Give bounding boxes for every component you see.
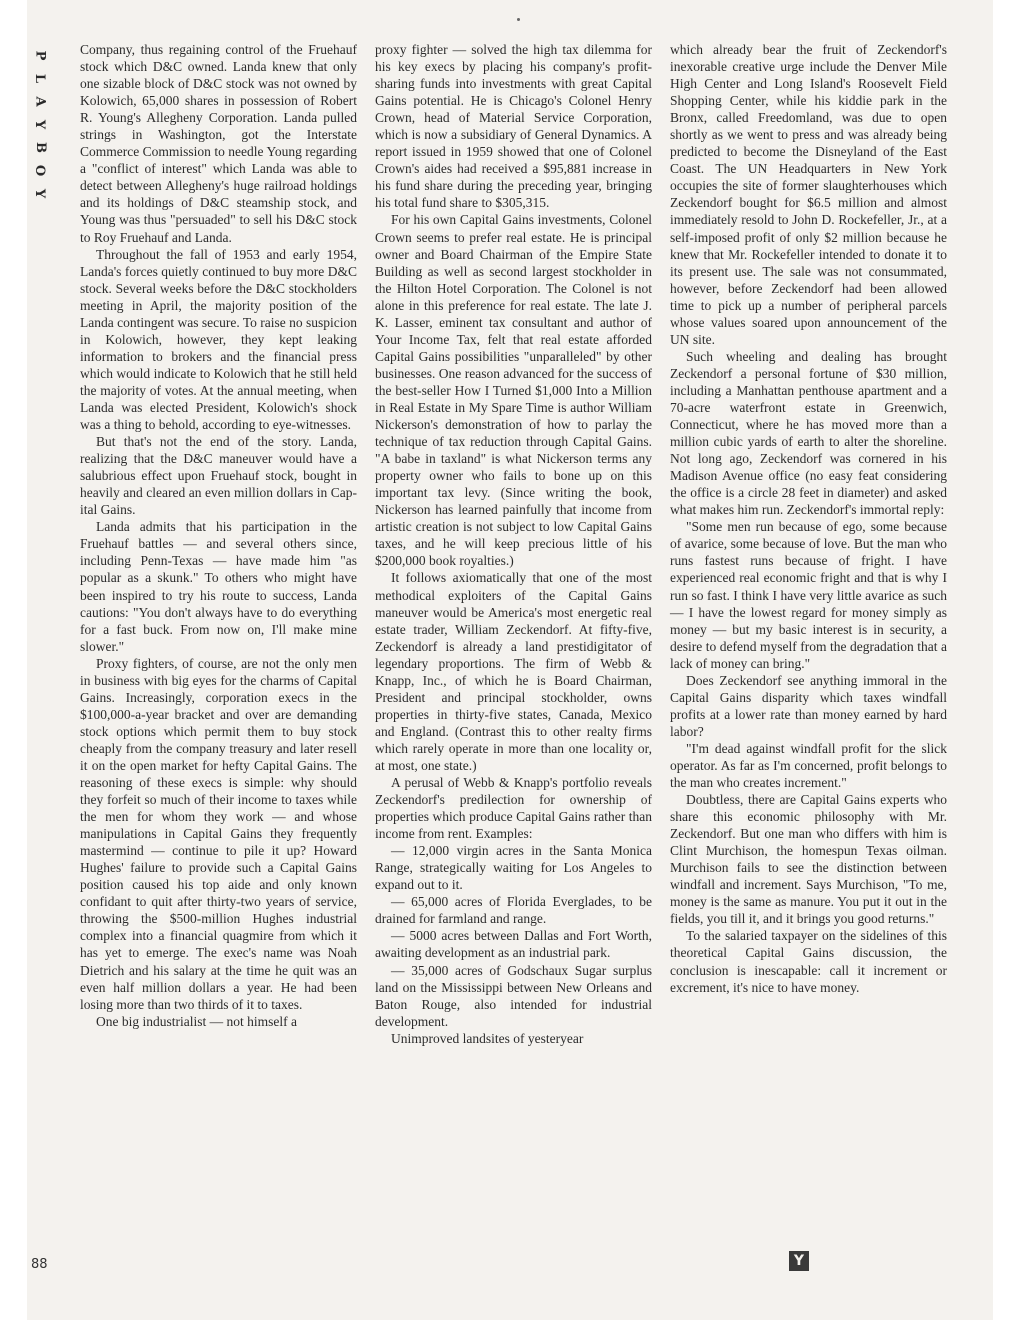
list-item: — 5000 acres between Dallas and Fort Worth, awaiting development as an industrial park. [375,928,652,961]
paragraph: But that's not the end of the story. Landa, realizing that the D&C maneuver would have a salubrious effect upon Fruehauf stock, bought in heavily and cleared an even million dollars in Capital Gains. [80,434,357,518]
paragraph: Doubtless, there are Capital Gains experts who share this economic philosophy with Mr. Zeckendorf. But one man who differs with him is Clint Murchison, the homespun Texas oilman. Murchison fails to see the distinction between windfall and increment. Says Murchison, "To me, money is the same as manure. You put it out in the fields, you till it, and it brings you good returns." [670,792,947,927]
masthead-letter: L [32,73,48,84]
quote-paragraph: "I'm dead against windfall profit for the slick operator. As far as I'm concerned, profit belongs to the man who creates increment." [670,740,947,791]
paragraph: Landa admits that his participation in the Fruehauf battles — and several others since, including Penn-Texas — have made him "as popular as a skunk." To others who might have been inspired to try his route to success, Landa cautions: "You don't always have to do everything for a fast buck. From now on, I'll make mine slower." [80,519,357,654]
masthead-letter: P [32,50,48,61]
paragraph: which already bear the fruit of Zeckendorf's inexorable creative urge include the Denver Mile High Center and Long Island's Roosevelt Field Shopping Center, while his kiddie park in the Bronx, called Freedomland, was due to open shortly as we went to press and was already being predicted to become the Disneyland of the East Coast. The UN Headquarters in New York occupies the site of former slaughterhouses which Zeckendorf bought for $6.5 million and almost immediately resold to John D. Rockefeller, Jr., at a self-imposed profit of only $2 million because he knew that Mr. Rockefeller intended to donate it to its present use. The sale was not consummated, however, before Zeckendorf had been allowed time to pick up a number of peripheral parcels whose values soared upon announcement of the UN site. [670,42,947,347]
page-dot [517,18,520,21]
paragraph: Does Zeckendorf see anything immoral in the Capital Gains disparity which taxes windfall profits at a lower rate than money earned by hard labor? [670,672,947,739]
masthead-letter: Y [32,119,48,130]
paragraph: Such wheeling and dealing has brought Zeckendorf a personal fortune of $30 million, including a Manhattan penthouse apartment and a 70-acre waterfront estate in Greenwich, Connecticut, where he has moved more than a million cubic yards of earth to alter the shoreline. Not long ago, Zeckendorf was cornered in his Madison Avenue office (no easy feat considering the office is a circle 28 feet in diameter) and asked what makes him run. Zeckendorf's immortal reply: [670,348,947,518]
paragraph: One big industrialist — not himself a [96,1013,297,1029]
quote-paragraph: "Some men run because of ego, some because of avarice, some because of love. But the man who runs fastest runs because of fright. I have experienced real economic fright and that is why I run so fast. I think I have very little avarice as such — I have the lowest regard for money simply as money — but my basic interest is in security, a desire to defend myself from the degradation that a lack of money can bring." [670,519,947,671]
paragraph: Unimproved landsites of yesteryear [391,1030,584,1046]
list-item: — 35,000 acres of Godschaux Sugar surplus land on the Mississippi between New Orleans and Baton Rouge, also intended for industrial development. [375,962,652,1029]
magazine-page [27,0,993,1320]
text-column-3 [670,41,947,996]
text-column-2 [375,41,652,1047]
paragraph: To the salaried taxpayer on the sidelines of this theoretical Capital Gains discussion, the conclusion is inescapable: call it increment or excrement, it's nice to have money. [670,928,947,995]
paragraph: proxy fighter — solved the high tax dilemma for his key execs by placing his company's profit-sharing funds into investments with great Capital Gains potential. He is Chicago's Colonel Henry Crown, head of Material Service Corporation, which is now a subsidiary of General Dynamics. A report issued in 1959 showed that one of Colonel Crown's aides had received a $95,881 increase in his fund share during the preceding year, bringing his total fund share to $305,315. [375,42,652,211]
end-of-article-mark: Y [789,1251,809,1271]
text-column-1 [80,41,357,1030]
page-number: 88 [31,1257,48,1272]
paragraph: Throughout the fall of 1953 and early 1954, Landa's forces quietly continued to buy more D&C stock. Several weeks before the D&C stockholders meeting in April, the majority position of the Landa contingent was secure. To raise no suspicion in Kolowich, however, they kept leaking information to brokers and the financial press which would indicate to Kolowich that he still held the majority of votes. At the annual meeting, when Landa was elected President, Kolowich's shock was a thing to behold, according to eye-witnesses. [80,246,357,433]
list-item: — 65,000 acres of Florida Everglades, to be drained for farmland and range. [375,894,652,927]
playboy-masthead [29,44,51,205]
paragraph: It follows axiomatically that one of the most methodical exploiters of the Capital Gains maneuver would be America's most energetic real estate trader, William Zeckendorf. At fifty-five, Zeckendorf is already a land prestidigitator of legendary proportions. The firm of Webb & Knapp, Inc., of which he is Board Chairman, President and principal stockholder, owns properties in thirty-five states, Canada, Mexico and England. (Contrast this to other realty firms which rarely operate in more than one locality or, at most, one state.) [375,570,652,773]
paragraph: Proxy fighters, of course, are not the only men in business with big eyes for the charms of Capital Gains. Increasingly, corporation execs in the $100,000-a-year bracket and over are demanding stock options which permit them to buy stock cheaply from the company treasury and later resell it on the open market for hefty Capital Gains. The reasoning of these execs is simple: why should they forfeit so much of their income to taxes while the men for whom they work — and whose manipulations in Capital Gains they frequently mastermind — continue to pile it up? Howard Hughes' failure to provide such a Capital Gains position caused his top aide and only known confidant to quit after thirty-two years of service, throwing the $500-million Hughes industrial complex into a financial quagmire from which it has yet to emerge. The exec's name was Noah Dietrich and his salary at the time he quit was an even half million dollars a year. He had been losing more than two thirds of it to taxes. [80,655,357,1012]
masthead-letter: B [32,142,48,153]
paragraph: For his own Capital Gains investments, Colonel Crown seems to prefer real estate. He is principal owner and Board Chairman of the Empire State Building as well as second largest stockholder in the Hilton Hotel Corporation. The Colonel is not alone in this preference for real estate. The late J. K. Lasser, eminent tax consultant and author of Your Income Tax, felt that real estate afforded Capital Gains possibilities "unparalleled" by other businesses. One reason advanced for the success of the best-seller How I Turned $1,000 Into a Million in Real Estate in My Spare Time is author William Nickerson's demonstration of how to parlay the technique of tax reduction through Capital Gains. "A babe in taxland" is what Nickerson terms any property owner who fails to bone up on this important tax levy. (Since writing the book, Nickerson has learned painfully that income from artistic creation is not subject to low Capital Gains taxes, and he will keep precious little of his $200,000 book royalties.) [375,212,652,569]
paragraph: Company, thus regaining control of the Fruehauf stock which D&C owned. Landa knew that only one sizable block of D&C stock was not owned by Kolowich, 65,000 shares in possession of Robert R. Young's Allegheny Corporation. Landa pulled strings in Washington, got the Interstate Commerce Commission to needle Young regarding a "conflict of interest" which Landa was able to detect between Allegheny's huge railroad holdings and its holdings of D&C steamship stock, and Young was thus "persuaded" to sell his D&C stock to Roy Fruehauf and Landa. [80,42,357,245]
paragraph: A perusal of Webb & Knapp's portfolio reveals Zeckendorf's predilection for ownership of properties which produce Capital Gains rather than income from rent. Examples: [375,775,652,842]
masthead-letter: A [32,96,48,107]
list-item: — 12,000 virgin acres in the Santa Monica Range, strategically waiting for Los Angeles to expand out to it. [375,843,652,893]
masthead-letter: Y [32,188,48,199]
masthead-letter: O [32,164,48,177]
